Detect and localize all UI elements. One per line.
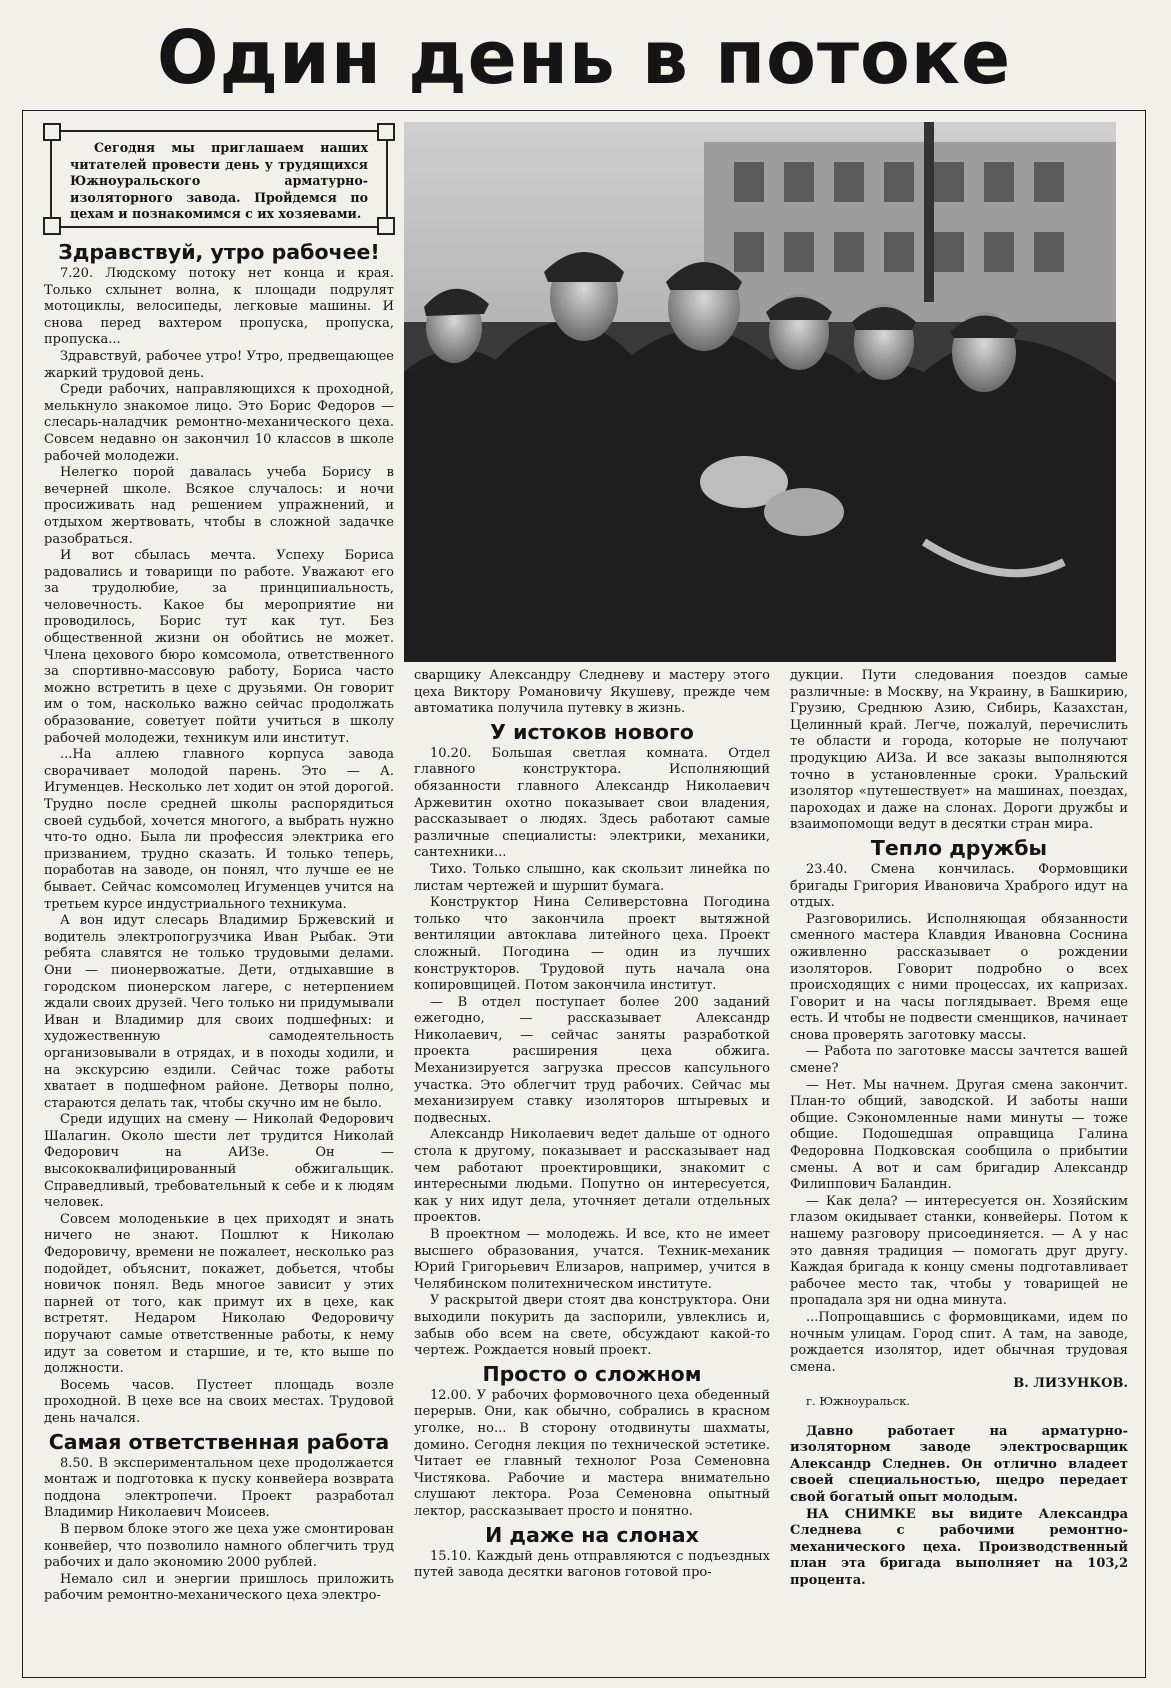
paragraph: ...Попрощавшись с формовщиками, идем по ночным улицам. Город спит. А там, на заводе, рождается изолятор, идет обычная трудовая смена. bbox=[790, 1309, 1128, 1375]
paragraph: — Как дела? — интересуется он. Хозяйским глазом окидывает станки, конвейеры. Потом к нашему разговору присоединяется. — А у нас это давняя традиция — помогать друг другу. Каждая бригада к концу смены подготавливает рабочее место так, чтобы у товарищей не пропадала зря ни одна минута. bbox=[790, 1193, 1128, 1309]
photo-caption bbox=[790, 1424, 1128, 1590]
paragraph: И вот сбылась мечта. Успеху Бориса радовались и товарищи по работе. Уважают его за трудолюбие, за принципиальность, человечность. Какое бы мероприятие ни проводилось, Борис тут как тут. Без общественной жизни он обойтись не может. Члена цехового бюро комсомола, ответственного за спортивно-массовую работу, Бориса часто можно встретить в цехе с друзьями. Он говорит им о том, насколько важно сейчас продолжать образование, советует пойти учиться в школу рабочей молодежи, техникум или институт. bbox=[44, 548, 394, 746]
paragraph: 7.20. Людскому потоку нет конца и края. Только схлынет волна, к площади подрулят мотоциклы, велосипеды, легковые машины. И снова перед вахтером пропуска, пропуска, пропуска... bbox=[44, 266, 394, 348]
paragraph: 12.00. У рабочих формовочного цеха обеденный перерыв. Они, как обычно, собрались в красном уголке, но... В сторону отодвинуты шахматы, домино. Сегодня лекция по технической эстетике. Читает ее главный технолог Роза Семеновна Чистякова. Рабочие и мастера внимательно слушают лектора. Роза Семеновна опытный лектор, рассказывает просто и понятно. bbox=[414, 1387, 770, 1519]
caption-paragraph: Давно работает на арматурно-изоляторном заводе электросварщик Александр Следнев. Он отлично владеет своей специальностью, щедро передает свой богатый опыт молодым. bbox=[790, 1423, 1128, 1505]
group-photo bbox=[404, 122, 1116, 662]
paragraph: Среди рабочих, направляющихся к проходной, мелькнуло знакомое лицо. Это Борис Федоров — слесарь-наладчик ремонтно-механического цеха. Совсем недавно он закончил 10 классов в школе рабочей молодежи. bbox=[44, 382, 394, 464]
paragraph: Александр Николаевич ведет дальше от одного стола к другому, показывает и рассказывает над чем работают проектировщики, знакомит с интересными людьми. Попутно он интересуется, как у них идут дела, уточняет детали отдельных проектов. bbox=[414, 1127, 770, 1226]
heading-teplo-druzhby: Тепло дружбы bbox=[870, 835, 1048, 860]
photo-illustration bbox=[404, 122, 1116, 662]
author-signature: В. ЛИЗУНКОВ. bbox=[1013, 1376, 1128, 1392]
caption-paragraph: НА СНИМКЕ вы видите Александра Следнева с рабочими ремонтно-механического цеха. Производственный план эта бригада выполняет на 103,2 процента. bbox=[790, 1506, 1128, 1588]
intro-box bbox=[40, 120, 398, 238]
heading-prosto-o-slozhnom: Просто о сложном bbox=[482, 1361, 702, 1386]
heading-i-dazhe-na-slonah: И даже на слонах bbox=[485, 1522, 699, 1547]
paragraph: У раскрытой двери стоят два конструктора. Они выходили покурить да заспорили, увлеклись и, забыв обо всем на свете, обсуждают какой-то чертеж. Рождается новый проект. bbox=[414, 1293, 770, 1359]
column-1 bbox=[44, 238, 394, 1605]
paragraph: дукции. Пути следования поездов самые различные: в Москву, на Украину, в Башкирию, Грузию, Среднюю Азию, Сибирь, Казахстан, Целинный край. Легче, пожалуй, перечислить те области и города, которые не получают продукцию АИЗа. И все заказы выполняются точно в установленные сроки. Уральский изолятор «путешествует» на машинах, поездах, пароходах и даже на слонах. Дороги дружбы и взаимопомощи ведут в десятки стран мира. bbox=[790, 668, 1128, 833]
paragraph: А вон идут слесарь Владимир Бржевский и водитель электропогрузчика Иван Рыбак. Эти ребята славятся не только трудовыми делами. Они — пионервожатые. Дети, отдыхавшие в городском пионерском лагере, с нетерпением ждали своих друзей. Чего только ни придумывали Иван и Владимир для своих подшефных: и художественную самодеятельность организовывали в отрядах, и в походы ходили, и на экскурсию ездили. Сейчас тоже работы хватает в подшефном районе. Детворы полно, стараются делать так, чтобы скучно им не было. bbox=[44, 913, 394, 1111]
heading-u-istokov: У истоков нового bbox=[490, 719, 694, 744]
paragraph: 8.50. В экспериментальном цехе продолжается монтаж и подготовка к пуску конвейера возврата поддона электропечи. Проект разработал Владимир Николаевич Моисеев. bbox=[44, 1455, 394, 1521]
paragraph: Здравствуй, рабочее утро! Утро, предвещающее жаркий трудовой день. bbox=[44, 348, 394, 381]
intro-corner-tr bbox=[377, 123, 395, 141]
intro-corner-bl bbox=[43, 217, 61, 235]
paragraph: Восемь часов. Пустеет площадь возле проходной. В цехе все на своих местах. Трудовой день начался. bbox=[44, 1377, 394, 1426]
paragraph: Немало сил и энергии пришлось приложить рабочим ремонтно-механического цеха электро- bbox=[44, 1571, 394, 1604]
paragraph: сварщику Александру Следневу и мастеру этого цеха Виктору Романовичу Якушеву, прежде чем автоматика получила путевку в жизнь. bbox=[414, 668, 770, 717]
paragraph: Разговорились. Исполняющая обязанности сменного мастера Клавдия Ивановна Соснина оживленно рассказывает о рождении изоляторов. Говорит подробно о всех происходящих с ними процессах, их капризах. Говорит и на часы поглядывает. Время еще есть. И чтобы не подвести сменщиков, начинает снова проверять заготовку массы. bbox=[790, 911, 1128, 1043]
column-2 bbox=[414, 668, 770, 1582]
paragraph: Совсем молоденькие в цех приходят и знать ничего не знают. Пошлют к Николаю Федоровичу, времени не пожалеет, несколько раз подойдет, объяснит, покажет, добьется, чтобы новичок понял. Ведь многое зависит у этих парней от того, как примут их в цехе, как встретят. Недаром Николаю Федоровичу поручают самые ответственные работы, к нему идут за советом и старшие, и те, кто выше по должности. bbox=[44, 1211, 394, 1377]
column-3 bbox=[790, 668, 1128, 1589]
intro-corner-br bbox=[377, 217, 395, 235]
paragraph: ...На аллею главного корпуса завода сворачивает молодой парень. Это — А. Игуменцев. Несколько лет ходит он этой дорогой. Трудно после средней школы распорядиться своей судьбой, хочется многого, а выбрать нужно что-то одно. Была ли профессия электрика его призванием, трудно сказать. И только теперь, поработав на заводе, он понял, что лучше ее не бывает. Сейчас комсомолец Игуменцев учится на третьем курсе индустриального техникума. bbox=[44, 747, 394, 912]
paragraph: Нелегко порой давалась учеба Борису в вечерней школе. Всякое случалось: и ночи просиживать над решением упражнений, и отдыхом жертвовать, чтобы в сложной задачке разобраться. bbox=[44, 465, 394, 547]
paragraph: В проектном — молодежь. И все, кто не имеет высшего образования, учатся. Техник-механик Юрий Григорьевич Елизаров, например, учится в Челябинском политехническом институте. bbox=[414, 1227, 770, 1292]
paragraph: Среди идущих на смену — Николай Федорович Шалагин. Около шести лет трудится Николай Федорович на АИЗе. Он — высококвалифицированный обжигальщик. Справедливый, требовательный к себе и к людям человек. bbox=[44, 1112, 394, 1211]
paragraph: Конструктор Нина Селиверстовна Погодина только что закончила проект вытяжной вентиляции автоклава литейного цеха. Проект сложный. Погодина — один из лучших конструкторов. Трудовой путь начала она копировщицей. Потом закончила институт. bbox=[414, 895, 770, 994]
intro-text: Сегодня мы приглашаем наших читателей провести день у трудящихся Южноуральского арматурно-изоляторного завода. Пройдемся по цехам и познакомимся с их хозяевами. bbox=[70, 140, 368, 222]
heading-zdravstvuy: Здравствуй, утро рабочее! bbox=[58, 240, 380, 264]
paragraph: 10.20. Большая светлая комната. Отдел главного конструктора. Исполняющий обязанности главного Александр Николаевич Аржевитин охотно показывает свои владения, рассказывает о людях. Здесь работают самые различные специалисты: электрики, механики, сантехники... bbox=[414, 745, 770, 861]
heading-samaya-otvetstvennaya: Самая ответственная работа bbox=[48, 1429, 390, 1454]
paragraph: 23.40. Смена кончилась. Формовщики бригады Григория Ивановича Храброго идут на отдых. bbox=[790, 861, 1128, 911]
paragraph: В первом блоке этого же цеха уже смонтирован конвейер, что позволило намного облегчить труд рабочих и дало экономию 2000 рублей. bbox=[44, 1521, 394, 1571]
headline: Один день в потоке bbox=[156, 15, 1012, 101]
paragraph: — Работа по заготовке массы зачтется вашей смене? bbox=[790, 1044, 1128, 1077]
author-place: г. Южноуральск. bbox=[806, 1393, 911, 1408]
paragraph: — Нет. Мы начнем. Другая смена закончит. План-то общий, заводской. И заботы наши общие. Сэкономленные нами минуты — тоже общие. Подошедшая оправщица Галина Федоровна Подковская сообщила о прибытии смены. А вот и сам бригадир Александр Филиппович Баландин. bbox=[790, 1077, 1128, 1193]
intro-corner-tl bbox=[43, 123, 61, 141]
paragraph: 15.10. Каждый день отправляются с подъездных путей завода десятки вагонов готовой про- bbox=[414, 1548, 770, 1581]
paragraph: — В отдел поступает более 200 заданий ежегодно, — рассказывает Александр Николаевич, — сейчас заняты разработкой проекта расширения цеха обжига. Механизируется загрузка прессов капсульного участка. Это облегчит труд рабочих. Сейчас мы механизируем ставку изоляторов штыревых и подвесных. bbox=[414, 994, 770, 1126]
paragraph: Тихо. Только слышно, как скользит линейка по листам чертежей и шуршит бумага. bbox=[414, 861, 770, 894]
